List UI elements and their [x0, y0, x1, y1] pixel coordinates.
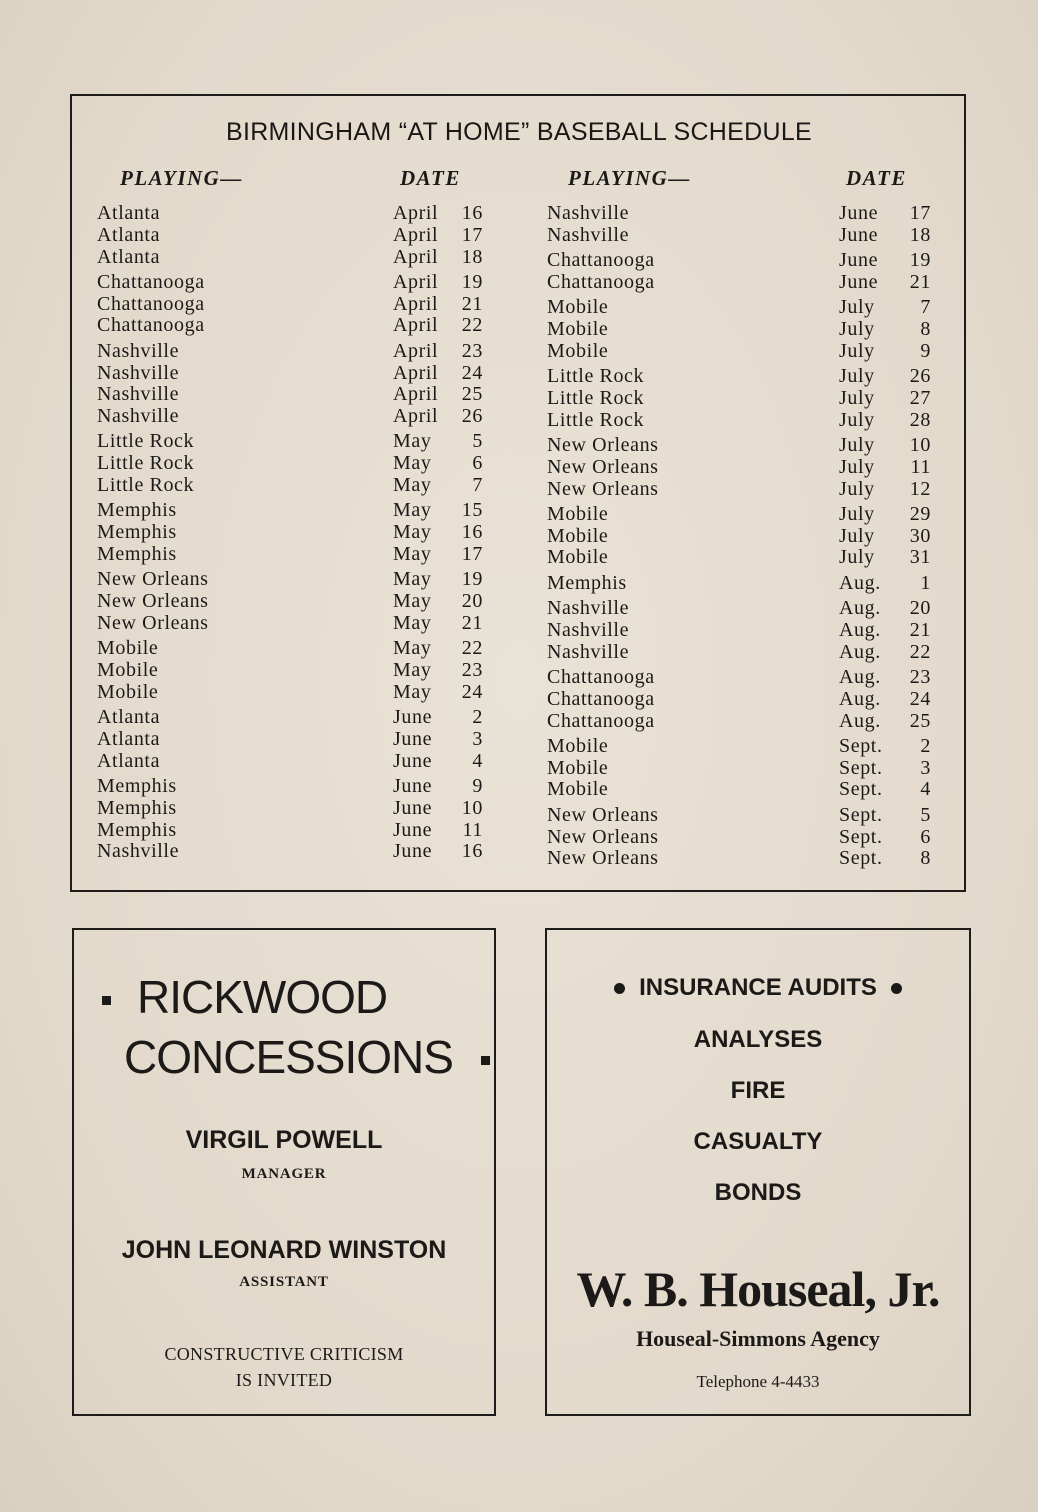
schedule-team: Atlanta — [97, 706, 161, 729]
schedule-month: April — [393, 245, 439, 268]
schedule-team: Little Rock — [97, 430, 195, 453]
schedule-month: June — [393, 727, 433, 750]
insurance-heading-wrap — [547, 974, 969, 1002]
schedule-row — [547, 478, 935, 500]
schedule-day: 3 — [472, 727, 483, 750]
schedule-team: Nashville — [97, 361, 180, 384]
insurance-ad — [545, 928, 971, 1416]
schedule-row — [547, 503, 935, 525]
schedule-month: April — [393, 270, 439, 293]
schedule-row — [97, 452, 487, 474]
left-schedule-list — [97, 202, 487, 862]
schedule-month: June — [839, 223, 879, 246]
schedule-team: Chattanooga — [97, 314, 205, 337]
schedule-day: 23 — [909, 665, 931, 688]
schedule-day: 10 — [909, 433, 931, 456]
schedule-day: 24 — [461, 680, 483, 703]
schedule-row — [547, 546, 935, 568]
schedule-month: Sept. — [839, 825, 883, 848]
schedule-day: 11 — [462, 818, 483, 841]
schedule-month: Sept. — [839, 778, 883, 801]
schedule-row — [97, 499, 487, 521]
schedule-day: 31 — [909, 546, 931, 569]
schedule-team: Mobile — [547, 734, 609, 757]
schedule-team: Little Rock — [97, 474, 195, 497]
schedule-day: 21 — [461, 611, 483, 634]
schedule-day: 1 — [920, 571, 931, 594]
schedule-month: June — [839, 202, 879, 224]
schedule-month: July — [839, 408, 875, 431]
service-bonds: BONDS — [714, 1179, 802, 1206]
schedule-month: June — [839, 270, 879, 293]
schedule-day: 20 — [461, 590, 483, 613]
schedule-row — [97, 728, 487, 750]
schedule-month: June — [839, 249, 879, 272]
schedule-team: Memphis — [97, 774, 177, 797]
schedule-team: Nashville — [97, 840, 180, 863]
round-bullet-icon — [891, 983, 902, 994]
schedule-team: Nashville — [547, 640, 630, 663]
schedule-row — [547, 641, 935, 663]
schedule-day: 19 — [461, 568, 483, 591]
schedule-row — [97, 383, 487, 405]
schedule-row — [547, 296, 935, 318]
schedule-row — [547, 318, 935, 340]
schedule-row — [97, 840, 487, 862]
schedule-team: Nashville — [547, 618, 630, 641]
schedule-month: July — [839, 386, 875, 409]
schedule-row — [97, 568, 487, 590]
schedule-team: Chattanooga — [547, 270, 655, 293]
schedule-team: Atlanta — [97, 749, 161, 772]
manager-name: VIRGIL POWELL — [185, 1126, 383, 1154]
schedule-day: 3 — [920, 756, 931, 779]
schedule-day: 7 — [920, 296, 931, 319]
schedule-day: 6 — [920, 825, 931, 848]
schedule-day: 8 — [920, 317, 931, 340]
schedule-month: Aug. — [839, 687, 881, 710]
criticism-line1: CONSTRUCTIVE CRITICISM — [164, 1344, 404, 1364]
schedule-team: Memphis — [547, 571, 627, 594]
schedule-day: 5 — [472, 430, 483, 453]
schedule-month: Aug. — [839, 597, 881, 620]
schedule-team: Little Rock — [97, 452, 195, 475]
schedule-team: Chattanooga — [97, 292, 205, 315]
schedule-day: 15 — [461, 499, 483, 522]
schedule-row — [547, 409, 935, 431]
schedule-row — [97, 637, 487, 659]
schedule-day: 27 — [909, 386, 931, 409]
schedule-month: June — [393, 840, 433, 863]
schedule-team: Nashville — [97, 405, 180, 428]
schedule-month: May — [393, 474, 432, 497]
right-date-header: DATE — [846, 166, 907, 190]
schedule-day: 10 — [461, 796, 483, 819]
schedule-row — [547, 666, 935, 688]
schedule-team: Little Rock — [547, 386, 645, 409]
schedule-month: May — [393, 452, 432, 475]
schedule-month: Sept. — [839, 756, 883, 779]
left-playing-header: PLAYING— — [120, 166, 243, 190]
schedule-day: 16 — [461, 840, 483, 863]
schedule-row — [97, 362, 487, 384]
schedule-month: May — [393, 499, 432, 522]
schedule-month: May — [393, 568, 432, 591]
schedule-team: Nashville — [97, 383, 180, 406]
schedule-month: May — [393, 521, 432, 544]
round-bullet-icon — [614, 983, 625, 994]
schedule-month: April — [393, 383, 439, 406]
schedule-team: Memphis — [97, 521, 177, 544]
schedule-day: 17 — [461, 223, 483, 246]
schedule-team: Chattanooga — [547, 665, 655, 688]
schedule-month: May — [393, 542, 432, 565]
schedule-month: July — [839, 455, 875, 478]
schedule-row — [97, 293, 487, 315]
schedule-row — [547, 778, 935, 800]
schedule-row — [547, 688, 935, 710]
schedule-day: 12 — [909, 477, 931, 500]
schedule-day: 25 — [461, 383, 483, 406]
schedule-day: 24 — [461, 361, 483, 384]
concessions-line2-wrap — [124, 1030, 494, 1084]
schedule-day: 16 — [461, 521, 483, 544]
schedule-month: April — [393, 292, 439, 315]
schedule-row — [547, 804, 935, 826]
schedule-row — [547, 710, 935, 732]
concessions-ad — [72, 928, 496, 1416]
assistant-name: JOHN LEONARD WINSTON — [121, 1236, 447, 1264]
schedule-row — [547, 456, 935, 478]
schedule-team: Chattanooga — [97, 270, 205, 293]
schedule-team: Chattanooga — [547, 687, 655, 710]
schedule-day: 4 — [472, 749, 483, 772]
schedule-month: April — [393, 339, 439, 362]
schedule-row — [97, 775, 487, 797]
schedule-row — [97, 202, 487, 224]
schedule-row — [547, 757, 935, 779]
schedule-month: July — [839, 524, 875, 547]
schedule-month: May — [393, 590, 432, 613]
concessions-line1-wrap — [102, 970, 494, 1024]
schedule-row — [97, 271, 487, 293]
left-date-header: DATE — [400, 166, 461, 190]
schedule-day: 30 — [909, 524, 931, 547]
schedule-row — [97, 750, 487, 772]
schedule-team: Memphis — [97, 542, 177, 565]
schedule-month: May — [393, 680, 432, 703]
schedule-row — [97, 430, 487, 452]
schedule-row — [97, 543, 487, 565]
schedule-day: 16 — [461, 202, 483, 224]
schedule-day: 29 — [909, 502, 931, 525]
service-fire: FIRE — [730, 1077, 786, 1104]
schedule-row — [97, 224, 487, 246]
schedule-team: Little Rock — [547, 365, 645, 388]
schedule-day: 25 — [909, 709, 931, 732]
schedule-day: 22 — [461, 314, 483, 337]
schedule-team: New Orleans — [97, 568, 209, 591]
schedule-row — [547, 847, 935, 869]
schedule-team: Mobile — [547, 778, 609, 801]
manager-title: MANAGER — [241, 1166, 327, 1182]
schedule-month: June — [393, 818, 433, 841]
schedule-day: 26 — [909, 365, 931, 388]
schedule-row — [547, 249, 935, 271]
schedule-team: Mobile — [547, 339, 609, 362]
schedule-team: Memphis — [97, 818, 177, 841]
schedule-day: 11 — [910, 455, 931, 478]
schedule-day: 4 — [920, 778, 931, 801]
schedule-month: July — [839, 502, 875, 525]
schedule-team: Mobile — [97, 680, 159, 703]
schedule-day: 9 — [472, 774, 483, 797]
right-playing-header: PLAYING— — [568, 166, 691, 190]
schedule-day: 26 — [461, 405, 483, 428]
schedule-month: May — [393, 611, 432, 634]
schedule-day: 22 — [461, 637, 483, 660]
schedule-row — [97, 659, 487, 681]
schedule-month: Aug. — [839, 618, 881, 641]
schedule-month: May — [393, 658, 432, 681]
schedule-row — [97, 819, 487, 841]
schedule-row — [97, 521, 487, 543]
schedule-row — [97, 340, 487, 362]
schedule-month: May — [393, 637, 432, 660]
schedule-month: Sept. — [839, 847, 883, 870]
schedule-team: Little Rock — [547, 408, 645, 431]
schedule-row — [547, 202, 935, 224]
schedule-team: Nashville — [97, 339, 180, 362]
schedule-row — [547, 597, 935, 619]
schedule-day: 19 — [909, 249, 931, 272]
schedule-team: Mobile — [97, 637, 159, 660]
schedule-row — [97, 681, 487, 703]
schedule-team: New Orleans — [547, 803, 659, 826]
schedule-row — [547, 572, 935, 594]
schedule-day: 8 — [920, 847, 931, 870]
schedule-day: 2 — [920, 734, 931, 757]
assistant-title: ASSISTANT — [239, 1274, 329, 1290]
schedule-row — [547, 434, 935, 456]
schedule-team: Chattanooga — [547, 249, 655, 272]
schedule-month: Aug. — [839, 665, 881, 688]
schedule-day: 9 — [920, 339, 931, 362]
schedule-row — [97, 405, 487, 427]
insurance-heading: INSURANCE AUDITS — [639, 974, 877, 1001]
schedule-row — [97, 314, 487, 336]
schedule-row — [547, 340, 935, 362]
schedule-month: Aug. — [839, 640, 881, 663]
schedule-month: Sept. — [839, 803, 883, 826]
agency-name: Houseal-Simmons Agency — [636, 1326, 880, 1351]
schedule-row — [97, 246, 487, 268]
schedule-row — [547, 735, 935, 757]
agent-name: W. B. Houseal, Jr. — [576, 1261, 940, 1317]
schedule-row — [547, 826, 935, 848]
schedule-day: 21 — [909, 270, 931, 293]
schedule-month: Sept. — [839, 734, 883, 757]
schedule-day: 28 — [909, 408, 931, 431]
right-schedule-list — [547, 202, 935, 869]
schedule-day: 24 — [909, 687, 931, 710]
schedule-row — [547, 619, 935, 641]
schedule-month: July — [839, 296, 875, 319]
schedule-team: Mobile — [547, 296, 609, 319]
schedule-team: Nashville — [547, 223, 630, 246]
schedule-month: May — [393, 430, 432, 453]
schedule-team: New Orleans — [547, 477, 659, 500]
schedule-team: New Orleans — [97, 611, 209, 634]
schedule-month: Aug. — [839, 571, 881, 594]
schedule-team: Mobile — [97, 658, 159, 681]
schedule-month: July — [839, 365, 875, 388]
schedule-team: Chattanooga — [547, 709, 655, 732]
schedule-day: 18 — [461, 245, 483, 268]
concessions-line1: RICKWOOD — [137, 971, 388, 1023]
schedule-day: 23 — [461, 658, 483, 681]
schedule-day: 6 — [472, 452, 483, 475]
schedule-row — [547, 387, 935, 409]
schedule-row — [547, 525, 935, 547]
schedule-row — [97, 590, 487, 612]
schedule-day: 21 — [461, 292, 483, 315]
schedule-row — [547, 365, 935, 387]
schedule-month: June — [393, 796, 433, 819]
schedule-team: Atlanta — [97, 245, 161, 268]
schedule-day: 19 — [461, 270, 483, 293]
schedule-day: 2 — [472, 706, 483, 729]
schedule-team: New Orleans — [547, 433, 659, 456]
schedule-team: Atlanta — [97, 202, 161, 224]
schedule-team: Mobile — [547, 524, 609, 547]
concessions-line2: CONCESSIONS — [124, 1031, 453, 1083]
schedule-day: 17 — [461, 542, 483, 565]
schedule-day: 22 — [909, 640, 931, 663]
schedule-team: Mobile — [547, 317, 609, 340]
schedule-month: July — [839, 477, 875, 500]
schedule-month: July — [839, 317, 875, 340]
schedule-team: New Orleans — [97, 590, 209, 613]
schedule-day: 20 — [909, 597, 931, 620]
schedule-team: Memphis — [97, 796, 177, 819]
schedule-day: 21 — [909, 618, 931, 641]
schedule-day: 17 — [909, 202, 931, 224]
service-analyses: ANALYSES — [693, 1026, 823, 1053]
schedule-month: July — [839, 433, 875, 456]
schedule-day: 23 — [461, 339, 483, 362]
schedule-row — [547, 224, 935, 246]
schedule-day: 5 — [920, 803, 931, 826]
schedule-team: Atlanta — [97, 223, 161, 246]
schedule-team: Mobile — [547, 756, 609, 779]
schedule-month: June — [393, 774, 433, 797]
criticism-line2: IS INVITED — [235, 1370, 333, 1390]
schedule-month: April — [393, 314, 439, 337]
schedule-team: Mobile — [547, 502, 609, 525]
schedule-title: BIRMINGHAM “AT HOME” BASEBALL SCHEDULE — [225, 118, 813, 146]
schedule-month: June — [393, 749, 433, 772]
schedule-month: June — [393, 706, 433, 729]
schedule-row — [97, 797, 487, 819]
schedule-month: April — [393, 202, 439, 224]
schedule-team: Nashville — [547, 202, 630, 224]
schedule-row — [97, 612, 487, 634]
schedule-month: April — [393, 405, 439, 428]
schedule-month: Aug. — [839, 709, 881, 732]
schedule-team: Atlanta — [97, 727, 161, 750]
schedule-row — [97, 706, 487, 728]
schedule-team: New Orleans — [547, 847, 659, 870]
schedule-month: July — [839, 339, 875, 362]
schedule-team: New Orleans — [547, 455, 659, 478]
schedule-month: July — [839, 546, 875, 569]
service-casualty: CASUALTY — [693, 1128, 823, 1155]
telephone: Telephone 4-4433 — [696, 1372, 820, 1391]
schedule-day: 7 — [472, 474, 483, 497]
schedule-day: 18 — [909, 223, 931, 246]
schedule-team: Nashville — [547, 597, 630, 620]
schedule-month: April — [393, 223, 439, 246]
schedule-team: Memphis — [97, 499, 177, 522]
schedule-row — [547, 271, 935, 293]
schedule-row — [97, 474, 487, 496]
square-bullet-icon — [481, 1056, 490, 1065]
square-bullet-icon — [102, 996, 111, 1005]
schedule-month: April — [393, 361, 439, 384]
schedule-team: Mobile — [547, 546, 609, 569]
schedule-team: New Orleans — [547, 825, 659, 848]
